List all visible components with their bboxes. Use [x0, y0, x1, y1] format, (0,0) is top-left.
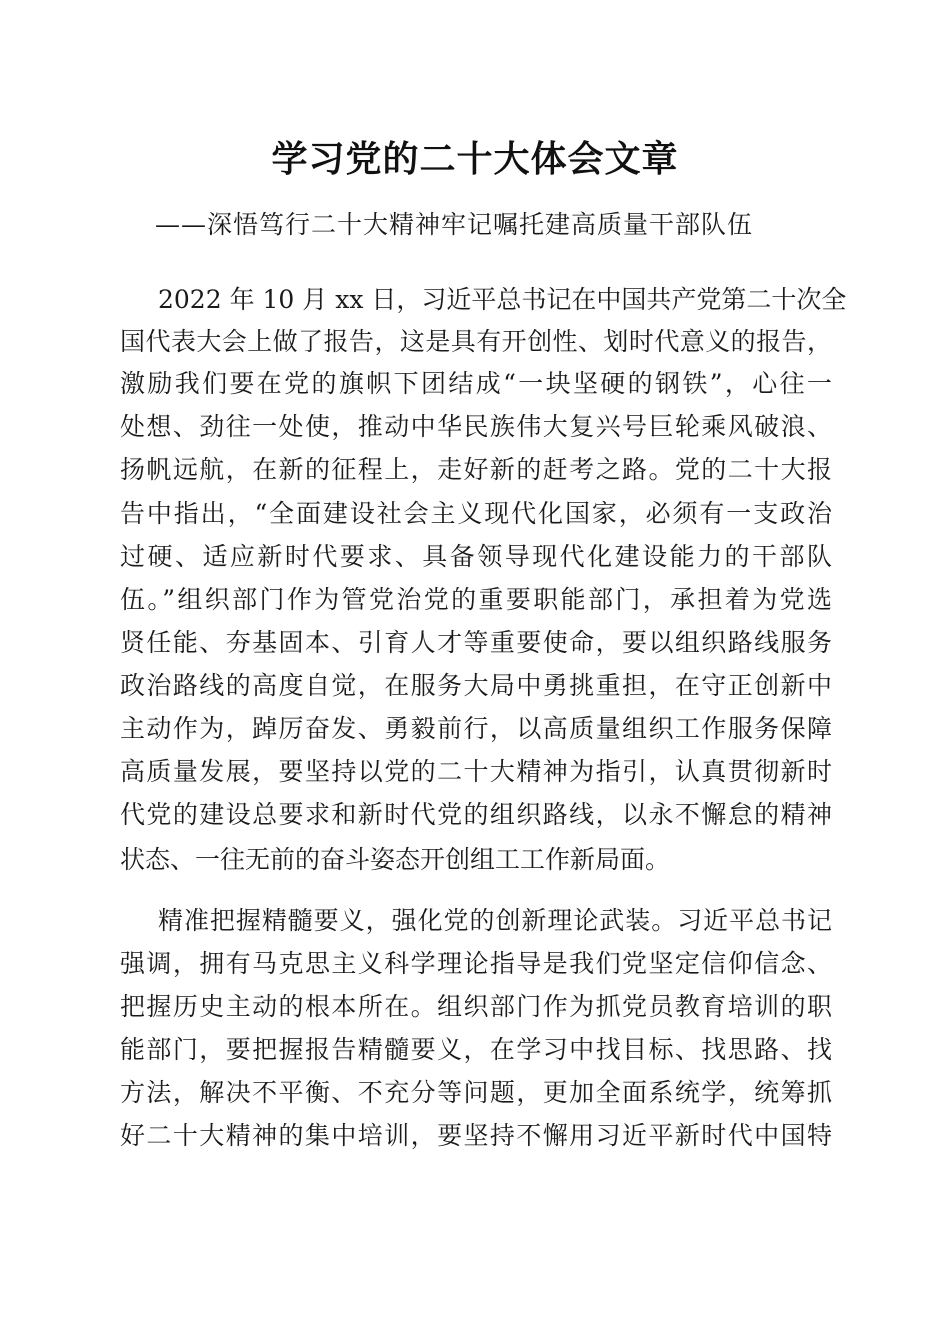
- paragraph-line: 高质量发展，要坚持以党的二十大精神为指引，认真贯彻新时: [120, 757, 832, 786]
- paragraph-line: 贤任能、夯基固本、引育人才等重要使命，要以组织路线服务: [120, 628, 832, 657]
- paragraph-line: 告中指出，“全面建设社会主义现代化国家，必须有一支政治: [120, 499, 832, 528]
- paragraph-line: 代党的建设总要求和新时代党的组织路线，以永不懈怠的精神: [120, 800, 832, 829]
- paragraph-line: 主动作为，踔厉奋发、勇毅前行，以高质量组织工作服务保障: [120, 714, 832, 743]
- paragraph-line: 国代表大会上做了报告，这是具有开创性、划时代意义的报告，: [120, 327, 832, 356]
- document-subtitle: ——深悟笃行二十大精神牢记嘱托建高质量干部队伍: [155, 210, 754, 239]
- paragraph-line: 把握历史主动的根本所在。组织部门作为抓党员教育培训的职: [120, 992, 832, 1021]
- paragraph-line: 扬帆远航，在新的征程上，走好新的赶考之路。党的二十大报: [120, 455, 832, 484]
- paragraph-line: 方法，解决不平衡、不充分等问题，更加全面系统学，统筹抓: [120, 1078, 832, 1107]
- paragraph-line: 伍。”组织部门作为管党治党的重要职能部门，承担着为党选: [120, 585, 832, 614]
- paragraph-line: 激励我们要在党的旗帜下团结成“一块坚硬的钢铁”，心往一: [120, 369, 832, 398]
- paragraph-line: 状态、一往无前的奋斗姿态开创组工工作新局面。: [120, 845, 671, 874]
- paragraph-line: 精准把握精髓要义，强化党的创新理论武装。习近平总书记: [158, 906, 832, 935]
- paragraph-line: 政治路线的高度自觉，在服务大局中勇挑重担，在守正创新中: [120, 671, 832, 700]
- paragraph-line: 处想、劲往一处使，推动中华民族伟大复兴号巨轮乘风破浪、: [120, 412, 832, 441]
- paragraph-line: 好二十大精神的集中培训，要坚持不懈用习近平新时代中国特: [120, 1121, 832, 1150]
- paragraph-line: 强调，拥有马克思主义科学理论指导是我们党坚定信仰信念、: [120, 949, 832, 978]
- paragraph-line: 过硬、适应新时代要求、具备领导现代化建设能力的干部队: [120, 542, 832, 571]
- document-title: 学习党的二十大体会文章: [271, 139, 679, 180]
- paragraph-line: 2022 年 10 月 xx 日，习近平总书记在中国共产党第二十次全: [158, 285, 847, 314]
- paragraph-line: 能部门，要把握报告精髓要义，在学习中找目标、找思路、找: [120, 1035, 832, 1064]
